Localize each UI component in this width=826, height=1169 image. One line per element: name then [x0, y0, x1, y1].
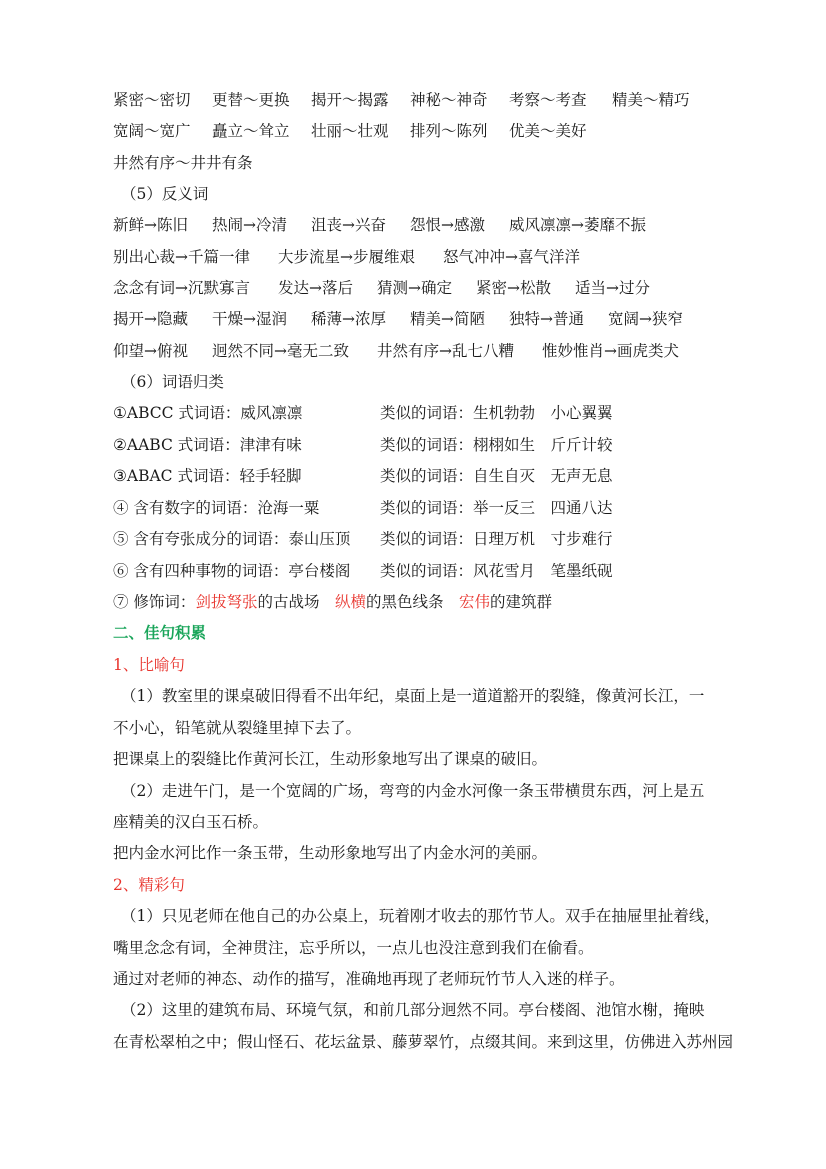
category-similar: 类似的词语：栩栩如生 斤斤计较 [380, 436, 613, 454]
paragraph-line: 在青松翠柏之中；假山怪石、花坛盆景、藤萝翠竹，点缀其间。来到这里，仿佛进入苏州园 [113, 1033, 734, 1051]
category-similar: 类似的词语：自生自灭 无声无息 [380, 467, 613, 485]
subsection-title-metaphor: 1、比喻句 [113, 656, 185, 674]
modifier-text-1: 的古战场 [257, 593, 335, 611]
antonym-pair: 惟妙惟肖→画虎类犬 [542, 342, 679, 360]
antonym-pair: 威风凛凛→萎靡不振 [509, 216, 646, 234]
category-similar: 类似的词语：生机勃勃 小心翼翼 [380, 404, 613, 422]
antonym-pair: 独特→普通 [509, 310, 584, 328]
synonym-pair: 优美～美好 [509, 122, 587, 140]
modifier-word-2: 纵横 [334, 593, 366, 611]
antonym-pair: 怒气冲冲→喜气洋洋 [443, 248, 580, 266]
synonym-pair: 矗立～耸立 [212, 122, 290, 140]
antonym-pair: 稀薄→浓厚 [311, 310, 386, 328]
antonym-pair: 别出心裁→千篇一律 [113, 248, 250, 266]
paragraph-line: 不小心，铅笔就从裂缝里掉下去了。 [113, 719, 362, 737]
subsection-title-highlights: 2、精彩句 [113, 876, 185, 894]
synonym-pair: 神秘～神奇 [410, 91, 488, 109]
paragraph-line: （1）教室里的课桌破旧得看不出年纪，桌面上是一道道豁开的裂缝，像黄河长江，一 [121, 687, 705, 705]
synonym-pair: 更替～更换 [212, 91, 290, 109]
modifier-text-2: 的黑色线条 [365, 593, 459, 611]
category-label: ⑥ 含有四种事物的词语：亭台楼阁 [113, 562, 351, 580]
modifier-word-3: 宏伟 [459, 593, 491, 611]
paragraph-line: （2）走进午门，是一个宽阔的广场，弯弯的内金水河像一条玉带横贯东西，河上是五 [121, 782, 705, 800]
antonym-pair: 热闹→冷清 [212, 216, 287, 234]
antonym-pair: 迥然不同→毫无二致 [212, 342, 349, 360]
antonym-pair: 精美→简陋 [410, 310, 485, 328]
category-similar: 类似的词语：风花雪月 笔墨纸砚 [380, 562, 613, 580]
synonym-pair: 紧密～密切 [113, 91, 191, 109]
paragraph-line: （1）只见老师在他自己的办公桌上，玩着刚才收去的那竹节人。双手在抽屉里扯着线， [121, 907, 720, 925]
antonym-pair: 紧密→松散 [476, 279, 551, 297]
paragraph-line: 通过对老师的神态、动作的描写，准确地再现了老师玩竹节人入迷的样子。 [113, 970, 625, 988]
antonym-pair: 宽阔→狭窄 [608, 310, 683, 328]
modifier-word-1: 剑拔弩张 [195, 593, 258, 611]
modifier-prefix: ⑦ 修饰词： [113, 593, 196, 611]
paragraph-line: 座精美的汉白玉石桥。 [113, 813, 269, 831]
category-label: ①ABCC 式词语：威风凛凛 [113, 404, 303, 422]
modifier-text-3: 的建筑群 [490, 593, 553, 611]
category-heading: （6）词语归类 [121, 373, 224, 391]
antonym-pair: 仰望→俯视 [113, 342, 188, 360]
synonym-pair: 考察～考查 [509, 91, 587, 109]
synonym-pair: 排列～陈列 [410, 122, 488, 140]
antonym-pair: 怨恨→感激 [410, 216, 485, 234]
paragraph-line: 把课桌上的裂缝比作黄河长江，生动形象地写出了课桌的破旧。 [113, 750, 548, 768]
synonym-pair: 宽阔～宽广 [113, 122, 191, 140]
synonym-pair: 精美～精巧 [612, 91, 690, 109]
antonym-heading: （5）反义词 [121, 185, 209, 203]
antonym-pair: 干燥→湿润 [212, 310, 287, 328]
category-similar: 类似的词语：举一反三 四通八达 [380, 499, 613, 517]
category-label: ②AABC 式词语：津津有味 [113, 436, 302, 454]
paragraph-line: （2）这里的建筑布局、环境气氛，和前几部分迥然不同。亭台楼阁、池馆水榭，掩映 [121, 1001, 705, 1019]
category-similar: 类似的词语：日理万机 寸步难行 [380, 530, 613, 548]
synonym-pair: 井然有序～井井有条 [113, 154, 253, 172]
antonym-pair: 适当→过分 [575, 279, 650, 297]
antonym-pair: 井然有序→乱七八糟 [377, 342, 514, 360]
antonym-pair: 新鲜→陈旧 [113, 216, 188, 234]
antonym-pair: 念念有词→沉默寡言 [113, 279, 250, 297]
paragraph-line: 嘴里念念有词，全神贯注，忘乎所以，一点儿也没注意到我们在偷看。 [113, 939, 594, 957]
category-label: ③ABAC 式词语：轻手轻脚 [113, 467, 302, 485]
antonym-pair: 发达→落后 [278, 279, 353, 297]
synonym-pair: 揭开～揭露 [311, 91, 389, 109]
section-title: 二、佳句积累 [113, 623, 207, 642]
category-label: ④ 含有数字的词语：沧海一粟 [113, 499, 320, 517]
category-label: ⑤ 含有夸张成分的词语：泰山压顶 [113, 530, 351, 548]
synonym-pair: 壮丽～壮观 [311, 122, 389, 140]
antonym-pair: 猜测→确定 [377, 279, 452, 297]
category-item-7 [113, 592, 753, 612]
antonym-pair: 揭开→隐藏 [113, 310, 188, 328]
antonym-pair: 沮丧→兴奋 [311, 216, 386, 234]
antonym-pair: 大步流星→步履维艰 [278, 248, 415, 266]
paragraph-line: 把内金水河比作一条玉带，生动形象地写出了内金水河的美丽。 [113, 844, 548, 862]
